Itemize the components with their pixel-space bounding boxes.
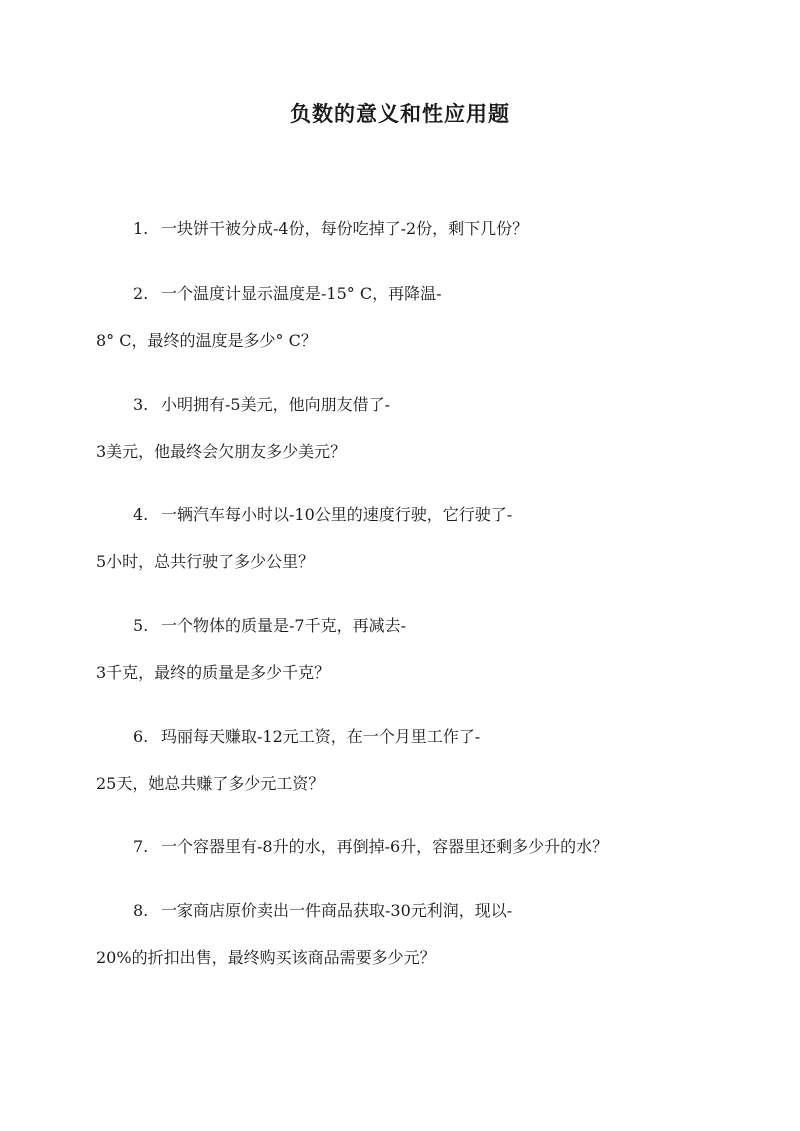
question-6-continuation: 25天，她总共赚了多少元工资？ [96,774,325,793]
question-number: 1. [133,219,149,238]
question-text: 玛丽每天赚取-12元工资，在一个月里工作了- [161,727,481,746]
question-text: 小明拥有-5美元，他向朋友借了- [161,395,390,414]
question-number: 4. [133,505,149,524]
question-4 [133,505,512,525]
question-text: 一块饼干被分成-4份，每份吃掉了-2份，剩下几份？ [161,219,529,238]
question-text: 一辆汽车每小时以-10公里的速度行驶，它行驶了- [161,505,513,524]
question-2 [133,284,442,304]
question-text: 一个容器里有-8升的水，再倒掉-6升，容器里还剩多少升的水？ [161,837,609,856]
question-number: 2. [133,284,149,303]
question-8 [133,901,512,921]
question-number: 6. [133,727,149,746]
question-text: 一个温度计显示温度是-15° C，再降温- [161,284,442,303]
question-text: 一家商店原价卖出一件商品获取-30元利润，现以- [161,901,513,920]
question-number: 5. [133,616,149,635]
question-3-continuation: 3美元，他最终会欠朋友多少美元？ [96,442,347,461]
question-4-continuation: 5小时，总共行驶了多少公里？ [96,552,315,571]
question-5 [133,616,406,636]
question-text: 一个物体的质量是-7千克，再减去- [161,616,406,635]
question-7 [133,837,608,857]
question-number: 7. [133,837,149,856]
question-1 [133,219,528,239]
question-6 [133,727,480,747]
page-title: 负数的意义和性应用题 [290,101,510,126]
question-number: 3. [133,395,149,414]
question-8-continuation: 20%的折扣出售，最终购买该商品需要多少元？ [96,948,436,967]
question-3 [133,395,390,415]
question-5-continuation: 3千克，最终的质量是多少千克？ [96,663,331,682]
question-number: 8. [133,901,149,920]
question-2-continuation: 8° C，最终的温度是多少° C？ [96,331,317,350]
